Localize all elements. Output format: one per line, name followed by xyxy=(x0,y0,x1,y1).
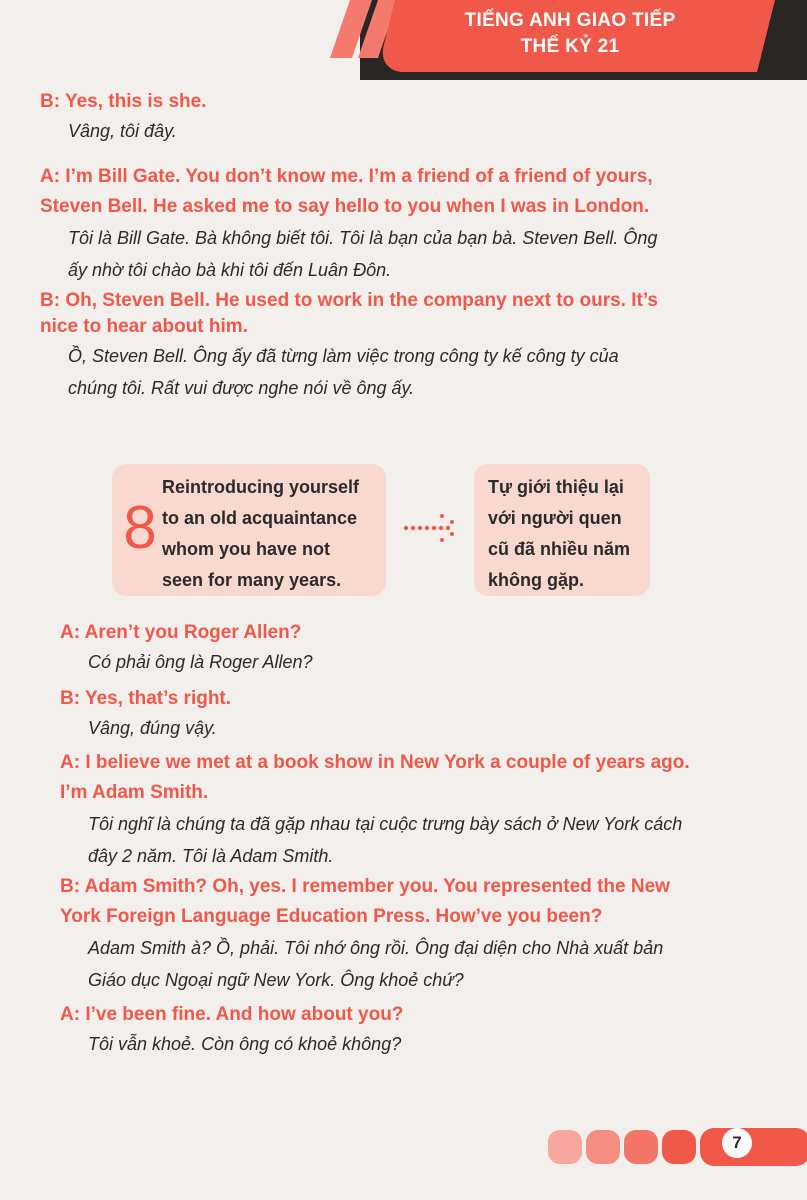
vietnamese-translation: Ồ, Steven Bell. Ông ấy đã từng làm việc trong công ty kế công ty của chúng tôi. Rất vui được nghe nói về ông ấy. xyxy=(68,346,619,398)
dialogue-line xyxy=(40,162,657,286)
vietnamese-translation: Adam Smith à? Ồ, phải. Tôi nhớ ông rồi. Ông đại diện cho Nhà xuất bản Giáo dục Ngoại ngữ New York. Ông khoẻ chứ? xyxy=(88,938,664,990)
footer-stripes-decoration xyxy=(540,1118,807,1168)
english-line: B: Yes, that’s right. xyxy=(60,688,232,709)
dotted-connector-icon xyxy=(400,508,470,548)
page-number: 7 xyxy=(722,1128,752,1158)
title-line-2: THẾ KỶ 21 xyxy=(520,36,620,57)
vietnamese-translation: Tôi nghĩ là chúng ta đã gặp nhau tại cuộc trưng bày sách ở New York cách đây 2 năm. Tôi là Adam Smith. xyxy=(88,814,683,866)
vietnamese-translation: Tôi vẫn khoẻ. Còn ông có khoẻ không? xyxy=(88,1034,402,1054)
dialogue-line xyxy=(40,89,207,147)
dialogue-line xyxy=(60,686,231,744)
english-line: A: I’m Bill Gate. You don’t know me. I’m a friend of a friend of yours, Steven Bell. He asked me to say hello to you when I was in London. xyxy=(40,166,653,217)
dialogue-line xyxy=(60,1002,403,1060)
dialogue-line xyxy=(60,620,312,678)
english-line: A: I’ve been fine. And how about you? xyxy=(60,1004,404,1025)
book-series-title xyxy=(410,8,730,60)
title-line-1: TIẾNG ANH GIAO TIẾP xyxy=(464,10,676,31)
vietnamese-translation: Tôi là Bill Gate. Bà không biết tôi. Tôi là bạn của bạn bà. Steven Bell. Ông ấy nhờ tôi chào bà khi tôi đến Luân Đôn. xyxy=(68,228,658,280)
dialogue-line xyxy=(60,748,690,872)
vietnamese-translation: Vâng, tôi đây. xyxy=(68,121,177,141)
english-line: A: Aren’t you Roger Allen? xyxy=(60,622,302,643)
dialogue-line xyxy=(60,872,670,996)
section-title-english: Reintroducing yourself to an old acquaintance whom you have not seen for many years. xyxy=(162,477,360,590)
english-line: A: I believe we met at a book show in New York a couple of years ago. I’m Adam Smith. xyxy=(60,752,690,803)
dialogue-line xyxy=(40,288,658,404)
english-line: B: Yes, this is she. xyxy=(40,91,207,112)
section-number: 8 xyxy=(123,494,157,561)
english-line: B: Adam Smith? Oh, yes. I remember you. You represented the New York Foreign Language Education Press. How’ve you been? xyxy=(60,876,670,927)
english-line: B: Oh, Steven Bell. He used to work in the company next to ours. It’s nice to hear about him. xyxy=(40,290,658,337)
section-title-vietnamese: Tự giới thiệu lại với người quen cũ đã nhiều năm không gặp. xyxy=(488,477,631,590)
vietnamese-translation: Vâng, đúng vậy. xyxy=(88,718,217,738)
vietnamese-translation: Có phải ông là Roger Allen? xyxy=(88,652,313,672)
